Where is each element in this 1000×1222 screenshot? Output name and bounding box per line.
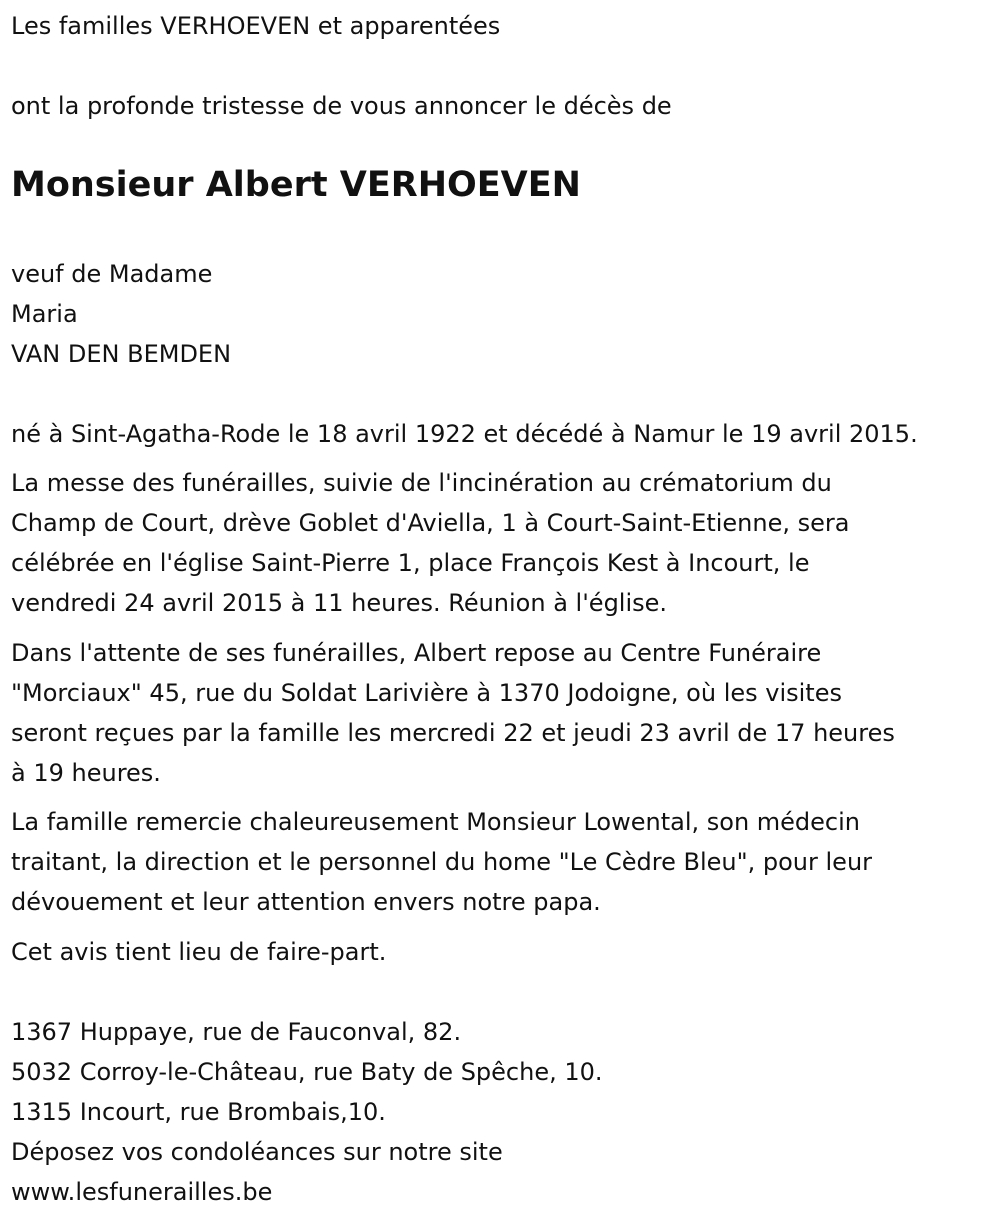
website-link[interactable]: www.lesfunerailles.be (11, 1178, 273, 1206)
visitation-line: à 19 heures. (11, 759, 161, 787)
address-item: 1367 Huppaye, rue de Fauconval, 82. (11, 1018, 462, 1046)
address-item: 1315 Incourt, rue Brombais,10. (11, 1098, 386, 1126)
widow-line-3: VAN DEN BEMDEN (11, 340, 232, 368)
widow-line-2: Maria (11, 300, 78, 328)
visitation-paragraph (11, 633, 895, 793)
thanks-line: La famille remercie chaleureusement Monsieur Lowental, son médecin (11, 808, 860, 836)
funeral-mass-line: vendredi 24 avril 2015 à 11 heures. Réunion à l'église. (11, 589, 668, 617)
funeral-mass-line: célébrée en l'église Saint-Pierre 1, place François Kest à Incourt, le (11, 549, 810, 577)
thanks-line: traitant, la direction et le personnel du home "Le Cèdre Bleu", pour leur (11, 848, 873, 876)
widow-line-1: veuf de Madame (11, 260, 213, 288)
visitation-line: Dans l'attente de ses funérailles, Albert repose au Centre Funéraire (11, 639, 822, 667)
announcement-line: ont la profonde tristesse de vous annoncer le décès de (11, 92, 672, 120)
address-list (11, 1012, 603, 1212)
address-item: 5032 Corroy-le-Château, rue Baty de Spêche, 10. (11, 1058, 603, 1086)
birth-death-line: né à Sint-Agatha-Rode le 18 avril 1922 et décédé à Namur le 19 avril 2015. (11, 420, 918, 448)
funeral-mass-line: La messe des funérailles, suivie de l'incinération au crématorium du (11, 469, 832, 497)
thanks-paragraph (11, 802, 872, 922)
funeral-mass-paragraph (11, 463, 849, 623)
funeral-mass-line: Champ de Court, drève Goblet d'Aviella, 1 à Court-Saint-Etienne, sera (11, 509, 850, 537)
thanks-line: dévouement et leur attention envers notre papa. (11, 888, 601, 916)
notice-line: Cet avis tient lieu de faire-part. (11, 938, 387, 966)
visitation-line: "Morciaux" 45, rue du Soldat Larivière à 1370 Jodoigne, où les visites (11, 679, 842, 707)
visitation-line: seront reçues par la famille les mercredi 22 et jeudi 23 avril de 17 heures (11, 719, 895, 747)
deceased-name: Monsieur Albert VERHOEVEN (11, 165, 581, 205)
condolences-text: Déposez vos condoléances sur notre site (11, 1138, 503, 1166)
families-line: Les familles VERHOEVEN et apparentées (11, 12, 501, 40)
